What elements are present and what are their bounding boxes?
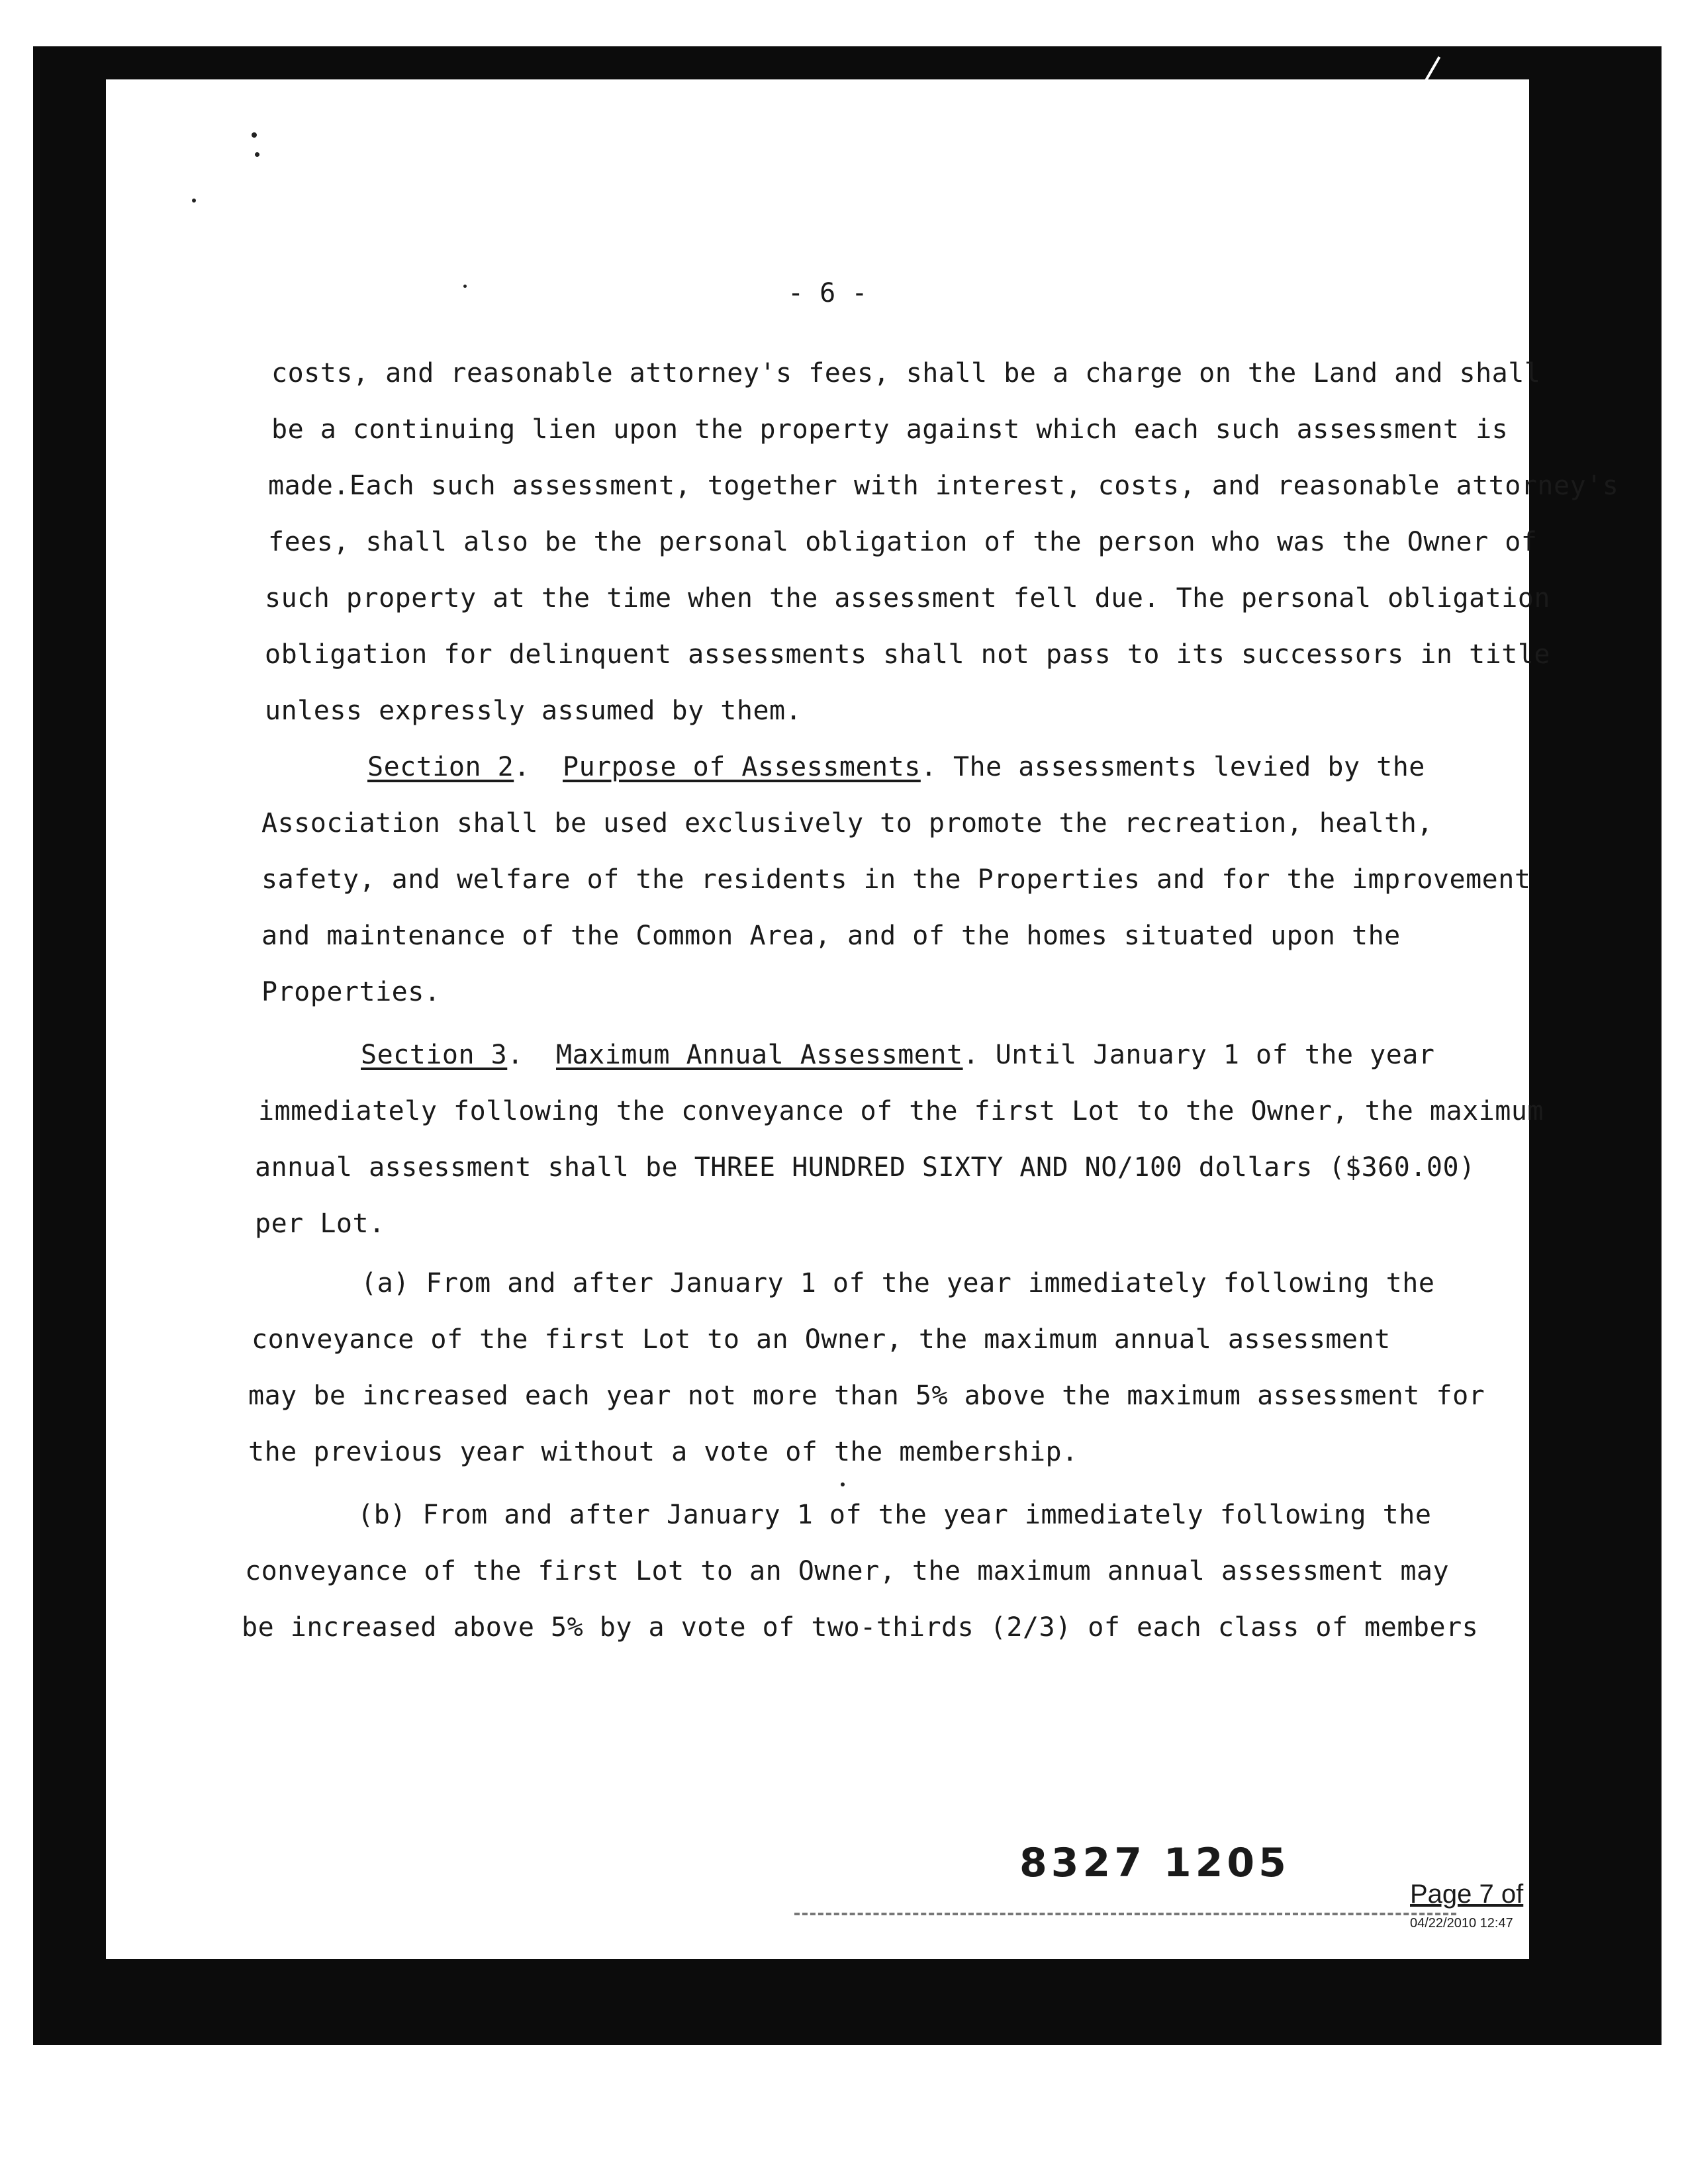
body-line: be a continuing lien upon the property against which each such assessment is: [271, 414, 1509, 445]
body-line: and maintenance of the Common Area, and of the homes situated upon the: [261, 921, 1401, 951]
section-2-title: Purpose of Assessments: [563, 752, 921, 782]
scan-speck: [252, 132, 257, 138]
section-3-first-line: Section 3. Maximum Annual Assessment. Until January 1 of the year: [361, 1040, 1435, 1070]
body-line: safety, and welfare of the residents in the Properties and for the improvement: [261, 864, 1531, 895]
recording-number: 8327 1205: [1019, 1840, 1290, 1886]
para-b-line: be increased above 5% by a vote of two-thirds (2/3) of each class of members: [242, 1612, 1479, 1643]
para-b-line: conveyance of the first Lot to an Owner, the maximum annual assessment may: [245, 1556, 1450, 1586]
stamp-date: 04/22/2010 12:47: [1410, 1916, 1513, 1931]
body-line: unless expressly assumed by them.: [265, 696, 802, 726]
section-2-line-rest: . The assessments levied by the: [920, 752, 1425, 782]
body-line: obligation for delinquent assessments shall not pass to its successors in title: [265, 639, 1550, 670]
scan-speck: [255, 152, 259, 157]
section-3-title: Maximum Annual Assessment: [556, 1040, 963, 1070]
body-line: Association shall be used exclusively to promote the recreation, health,: [261, 808, 1433, 839]
body-line: such property at the time when the assessment fell due. The personal obligation: [265, 583, 1550, 614]
body-line: costs, and reasonable attorney's fees, shall be a charge on the Land and shall: [271, 358, 1541, 388]
scan-speck: [463, 285, 467, 288]
section-3-heading: Section 3: [361, 1040, 508, 1070]
para-a-line: may be increased each year not more than 5% above the maximum assessment for: [248, 1381, 1485, 1411]
scan-speck: [841, 1482, 845, 1486]
para-b-line: (b) From and after January 1 of the year immediately following the: [357, 1500, 1432, 1530]
para-a-line: conveyance of the first Lot to an Owner, the maximum annual assessment: [252, 1324, 1391, 1355]
page-of-stamp: Page 7 of: [1410, 1880, 1524, 1909]
page-number: - 6 -: [788, 278, 868, 308]
para-a-line: (a) From and after January 1 of the year immediately following the: [361, 1268, 1435, 1298]
body-line: annual assessment shall be THREE HUNDRED SIXTY AND NO/100 dollars ($360.00): [255, 1152, 1476, 1183]
section-2-first-line: Section 2. Purpose of Assessments. The assessments levied by the: [367, 752, 1425, 782]
body-line: immediately following the conveyance of the first Lot to the Owner, the maximum: [258, 1096, 1544, 1126]
section-3-line-rest: . Until January 1 of the year: [962, 1040, 1435, 1070]
body-line: made.Each such assessment, together with interest, costs, and reasonable attorney's: [268, 471, 1619, 501]
body-line: Properties.: [261, 977, 441, 1007]
para-a-line: the previous year without a vote of the membership.: [248, 1437, 1078, 1467]
footer-dash-line: [794, 1913, 1456, 1915]
body-line: per Lot.: [255, 1208, 385, 1239]
scan-speck: [192, 199, 196, 203]
section-2-heading: Section 2: [367, 752, 514, 782]
body-line: fees, shall also be the personal obligation of the person who was the Owner of: [268, 527, 1538, 557]
